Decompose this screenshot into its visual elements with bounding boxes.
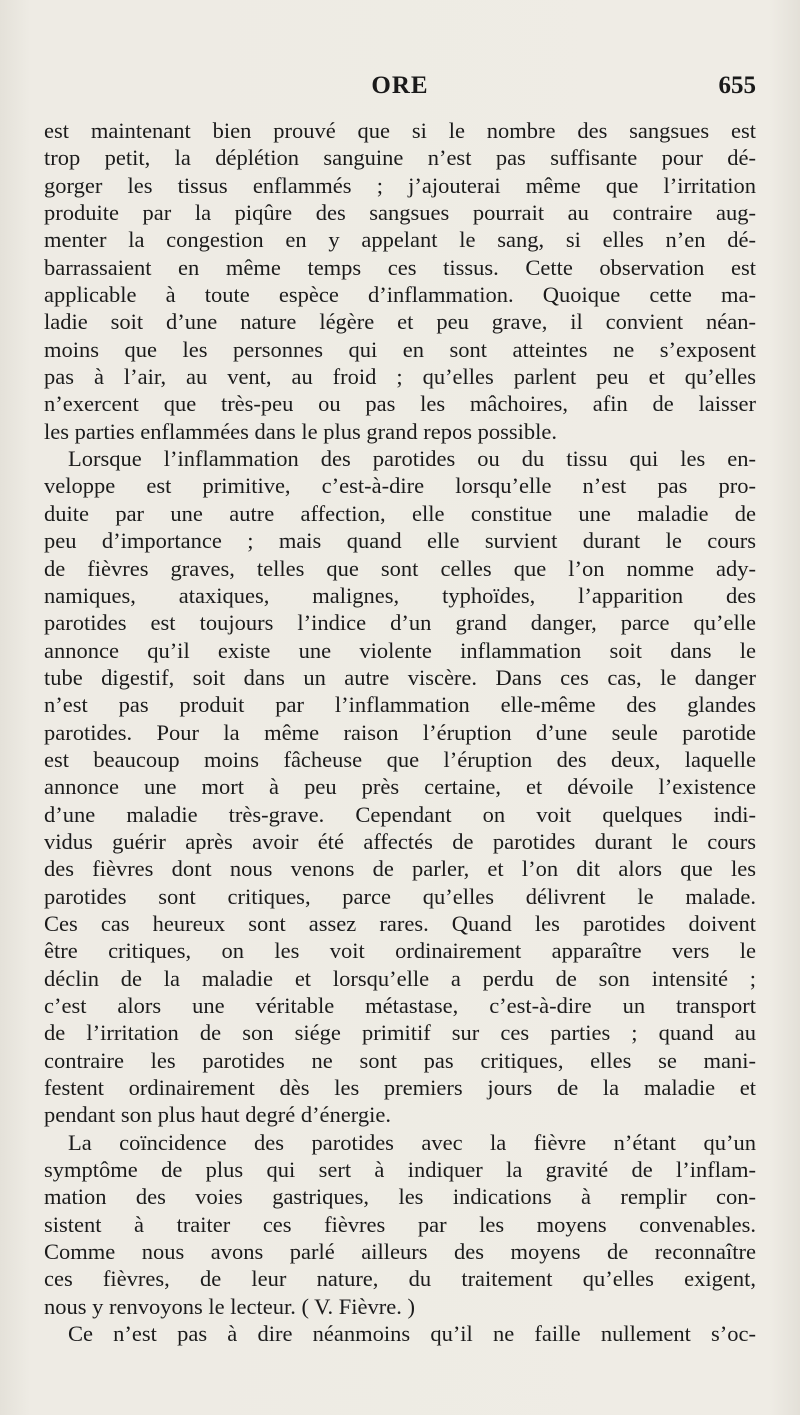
text-line: est beaucoup moins fâcheuse que l’éruption des deux, laquelle	[44, 746, 756, 772]
text-line: Lorsque l’inflammation des parotides ou du tissu qui les en-	[68, 446, 756, 472]
text-line: moins que les personnes qui en sont atteintes ne s’exposent	[44, 336, 756, 362]
text-line: de fièvres graves, telles que sont celles que l’on nomme ady-	[44, 555, 756, 581]
page-number: 655	[718, 72, 756, 99]
text-line: mation des voies gastriques, les indications à remplir con-	[44, 1184, 756, 1210]
text-line: contraire les parotides ne sont pas critiques, elles se mani-	[44, 1047, 756, 1073]
text-line: tube digestif, soit dans un autre viscère. Dans ces cas, le danger	[44, 664, 756, 690]
text-line: duite par une autre affection, elle constitue une maladie de	[44, 500, 756, 526]
text-line: parotides sont critiques, parce qu’elles délivrent le malade.	[44, 883, 756, 909]
text-line: pas à l’air, au vent, au froid ; qu’elles parlent peu et qu’elles	[44, 364, 756, 390]
text-line: Comme nous avons parlé ailleurs des moyens de reconnaître	[44, 1239, 756, 1265]
text-line: de l’irritation de son siége primitif sur ces parties ; quand au	[44, 1020, 756, 1046]
text-line: gorger les tissus enflammés ; j’ajouterai même que l’irritation	[44, 172, 756, 198]
text-line: vidus guérir après avoir été affectés de parotides durant le cours	[44, 828, 756, 854]
text-line: Ces cas heureux sont assez rares. Quand les parotides doivent	[44, 910, 756, 936]
text-line: des fièvres dont nous venons de parler, et l’on dit alors que les	[44, 856, 756, 882]
text-line: annonce une mort à peu près certaine, et dévoile l’existence	[44, 774, 756, 800]
text-line: ladie soit d’une nature légère et peu grave, il convient néan-	[44, 309, 756, 335]
text-line: pendant son plus haut degré d’énergie.	[44, 1102, 391, 1128]
text-line: menter la congestion en y appelant le sang, si elles n’en dé-	[44, 227, 756, 253]
text-line: symptôme de plus qui sert à indiquer la gravité de l’inflam-	[44, 1157, 756, 1183]
text-line: ces fièvres, de leur nature, du traitement qu’elles exigent,	[44, 1266, 756, 1292]
text-line: barrassaient en même temps ces tissus. Cette observation est	[44, 254, 756, 280]
text-line: trop petit, la déplétion sanguine n’est pas suffisante pour dé-	[44, 145, 756, 171]
text-body	[44, 117, 756, 1347]
text-line: n’est pas produit par l’inflammation elle-même des glandes	[44, 692, 756, 718]
text-line: nous y renvoyons le lecteur. ( V. Fièvre. )	[44, 1293, 415, 1319]
page-header	[40, 68, 760, 108]
text-line: annonce qu’il existe une violente inflammation soit dans le	[44, 637, 756, 663]
text-line: peu d’importance ; mais quand elle survient durant le cours	[44, 528, 756, 554]
text-line: applicable à toute espèce d’inflammation. Quoique cette ma-	[44, 282, 756, 308]
text-line: n’exercent que très-peu ou pas les mâchoires, afin de laisser	[44, 391, 756, 417]
text-line: produite par la piqûre des sangsues pourrait au contraire aug-	[44, 200, 756, 226]
text-line: être critiques, on les voit ordinairement apparaître vers le	[44, 938, 756, 964]
text-line: namiques, ataxiques, malignes, typhoïdes, l’apparition des	[44, 582, 756, 608]
text-line: sistent à traiter ces fièvres par les moyens convenables.	[44, 1211, 756, 1237]
text-line: veloppe est primitive, c’est-à-dire lorsqu’elle n’est pas pro-	[44, 473, 756, 499]
text-line: déclin de la maladie et lorsqu’elle a perdu de son intensité ;	[44, 965, 756, 991]
text-line: parotides est toujours l’indice d’un grand danger, parce qu’elle	[44, 610, 756, 636]
text-line: les parties enflammées dans le plus grand repos possible.	[44, 418, 557, 444]
text-line: c’est alors une véritable métastase, c’est-à-dire un transport	[44, 993, 756, 1018]
text-line: Ce n’est pas à dire néanmoins qu’il ne faille nullement s’oc-	[68, 1321, 756, 1347]
text-line: d’une maladie très-grave. Cependant on voit quelques indi-	[44, 801, 756, 827]
text-line: La coïncidence des parotides avec la fièvre n’étant qu’un	[68, 1129, 756, 1155]
text-line: est maintenant bien prouvé que si le nombre des sangsues est	[44, 118, 756, 143]
text-line: parotides. Pour la même raison l’éruption d’une seule parotide	[44, 719, 756, 745]
text-line: festent ordinairement dès les premiers jours de la maladie et	[44, 1075, 756, 1101]
running-title: ORE	[371, 72, 429, 99]
